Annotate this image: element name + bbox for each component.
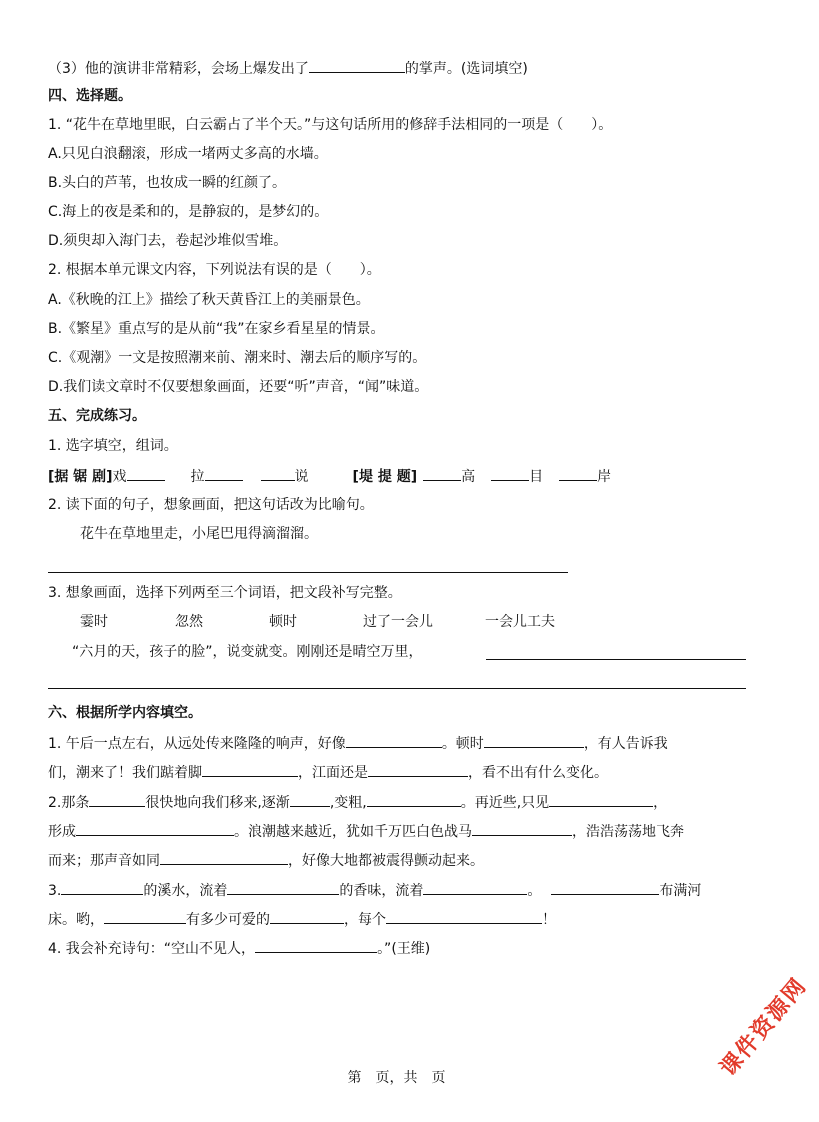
mc1-option-d[interactable]: D.须臾却入海门去，卷起沙堆似雪堆。 <box>48 233 288 249</box>
f3-text: ，每个 <box>344 912 386 928</box>
f1-text: ，江面还是 <box>298 765 368 781</box>
blank[interactable] <box>89 791 145 807</box>
blank[interactable] <box>386 908 542 924</box>
blank[interactable] <box>61 879 143 895</box>
blank[interactable] <box>367 791 461 807</box>
f2-line-1 <box>48 791 667 813</box>
f3-text: 3. <box>48 883 62 899</box>
blank[interactable] <box>205 465 243 481</box>
f3-line-2 <box>48 908 556 930</box>
f4-text: 4. 我会补充诗句：“空山不见人， <box>48 941 256 957</box>
blank[interactable] <box>491 465 529 481</box>
f2-text: 2.那条 <box>48 795 90 811</box>
blank[interactable] <box>270 908 344 924</box>
p1-g2-w2: 目 <box>529 469 544 485</box>
mc1-option-a[interactable]: A.只见白浪翻滚，形成一堵两丈多高的水墙。 <box>48 146 328 162</box>
blank[interactable] <box>227 879 339 895</box>
blank[interactable] <box>551 879 659 895</box>
p2-answer-line[interactable] <box>48 572 568 573</box>
p3-words <box>80 612 555 632</box>
f3-text: 布满河 <box>659 883 702 899</box>
f2-text: ,变粗, <box>329 795 367 811</box>
blank[interactable] <box>290 791 330 807</box>
page-footer: 第 页，共 页 <box>347 1070 446 1086</box>
p1-stem: 1. 选字填空，组词。 <box>48 438 178 454</box>
blank[interactable] <box>309 57 405 73</box>
f1-text: 。顿时 <box>441 736 484 752</box>
blank[interactable] <box>346 732 442 748</box>
f3-text: 。 <box>527 883 542 899</box>
p1-group2: [堤 提 题] <box>352 469 418 485</box>
mc1-stem: 1. “花牛在草地里眠，白云霸占了半个天。”与这句话所用的修辞手法相同的一项是（ ）。 <box>48 117 613 133</box>
watermark-logo: 课件资源网 <box>715 973 813 1082</box>
f3-line-1 <box>48 879 701 901</box>
f3-text: 床。哟， <box>48 912 104 928</box>
q3-3-post: 的掌声。(选词填空) <box>404 61 528 77</box>
section-6-title: 六、根据所学内容填空。 <box>48 705 202 721</box>
f2-text: 。再近些,只见 <box>460 795 550 811</box>
q3-3-pre: （3）他的演讲非常精彩，会场上爆发出了 <box>48 61 309 77</box>
f3-text: 的溪水，流着 <box>143 883 228 899</box>
f1-text: ，看不出有什么变化。 <box>468 765 608 781</box>
f1-text: 1. 午后一点左右，从远处传来隆隆的响声，好像 <box>48 736 346 752</box>
f1-text: 们，潮来了！我们踮着脚 <box>48 765 202 781</box>
p2-stem: 2. 读下面的句子，想象画面，把这句话改为比喻句。 <box>48 497 374 513</box>
mc1-option-b[interactable]: B.头白的芦苇，也妆成一瞬的红颜了。 <box>48 175 287 191</box>
mc2-stem: 2. 根据本单元课文内容，下列说法有误的是（ ）。 <box>48 262 381 278</box>
blank[interactable] <box>104 908 186 924</box>
f2-text: 。浪潮越来越近，犹如千万匹白色战马 <box>234 824 472 840</box>
mc2-option-d[interactable]: D.我们读文章时不仅要想象画面，还要“听”声音，“闻”味道。 <box>48 379 429 395</box>
f2-text: 而来；那声音如同 <box>48 853 160 869</box>
p3-answer-line-1[interactable] <box>486 659 746 660</box>
p3-start-line <box>72 642 423 662</box>
section-5-title: 五、完成练习。 <box>48 408 146 424</box>
blank[interactable] <box>368 761 468 777</box>
blank[interactable] <box>127 465 165 481</box>
section-4-title: 四、选择题。 <box>48 88 132 104</box>
blank[interactable] <box>255 937 377 953</box>
blank[interactable] <box>261 465 295 481</box>
mc1-option-c[interactable]: C.海上的夜是柔和的，是静寂的，是梦幻的。 <box>48 204 329 220</box>
p1-g2-w1: 高 <box>461 469 476 485</box>
f2-line-2 <box>48 820 684 842</box>
blank[interactable] <box>423 879 527 895</box>
p3-word: 忽然 <box>175 614 203 630</box>
p1-g1-w1: 戏 <box>112 469 127 485</box>
f4-text: 。”(王维) <box>377 941 431 957</box>
p1-g2-w3: 岸 <box>597 469 612 485</box>
p3-start: “六月的天，孩子的脸”，说变就变。刚刚还是晴空万里， <box>72 644 423 660</box>
p3-word: 霎时 <box>80 614 108 630</box>
blank[interactable] <box>202 761 298 777</box>
blank[interactable] <box>484 732 584 748</box>
f2-line-3 <box>48 849 484 871</box>
p3-answer-line-2[interactable] <box>48 688 746 689</box>
f1-line-1 <box>48 732 668 754</box>
f2-text: 很快地向我们移来,逐渐 <box>145 795 290 811</box>
f4-line <box>48 937 430 959</box>
p2-sentence: 花牛在草地里走，小尾巴甩得滴溜溜。 <box>80 526 318 542</box>
p1-g1-w3: 说 <box>294 469 309 485</box>
p3-word: 一会儿工夫 <box>485 614 555 630</box>
p1-group1: [据 锯 剧] <box>48 469 113 485</box>
blank[interactable] <box>76 820 234 836</box>
mc2-option-c[interactable]: C.《观潮》一文是按照潮来前、潮来时、潮去后的顺序写的。 <box>48 350 427 366</box>
q3-3-line <box>48 57 528 79</box>
f2-text: ，好像大地都被震得颤动起来。 <box>288 853 484 869</box>
blank[interactable] <box>549 791 653 807</box>
f3-text: ！ <box>542 912 556 928</box>
mc2-option-a[interactable]: A.《秋晚的江上》描绘了秋天黄昏江上的美丽景色。 <box>48 292 370 308</box>
p1-words-line <box>48 465 611 487</box>
f3-text: 有多少可爱的 <box>186 912 270 928</box>
f1-text: ，有人告诉我 <box>583 736 668 752</box>
f1-line-2 <box>48 761 608 783</box>
f2-text: ， <box>653 795 668 811</box>
p3-word: 顿时 <box>269 614 297 630</box>
p3-stem: 3. 想象画面，选择下列两至三个词语，把文段补写完整。 <box>48 585 402 601</box>
p3-word: 过了一会儿 <box>363 614 433 630</box>
f2-text: ，浩浩荡荡地飞奔 <box>572 824 684 840</box>
blank[interactable] <box>472 820 572 836</box>
f2-text: 形成 <box>48 824 76 840</box>
f3-text: 的香味，流着 <box>339 883 424 899</box>
blank[interactable] <box>559 465 597 481</box>
blank[interactable] <box>160 849 288 865</box>
blank[interactable] <box>423 465 461 481</box>
mc2-option-b[interactable]: B.《繁星》重点写的是从前“我”在家乡看星星的情景。 <box>48 321 385 337</box>
p1-g1-w2: 拉 <box>190 469 205 485</box>
